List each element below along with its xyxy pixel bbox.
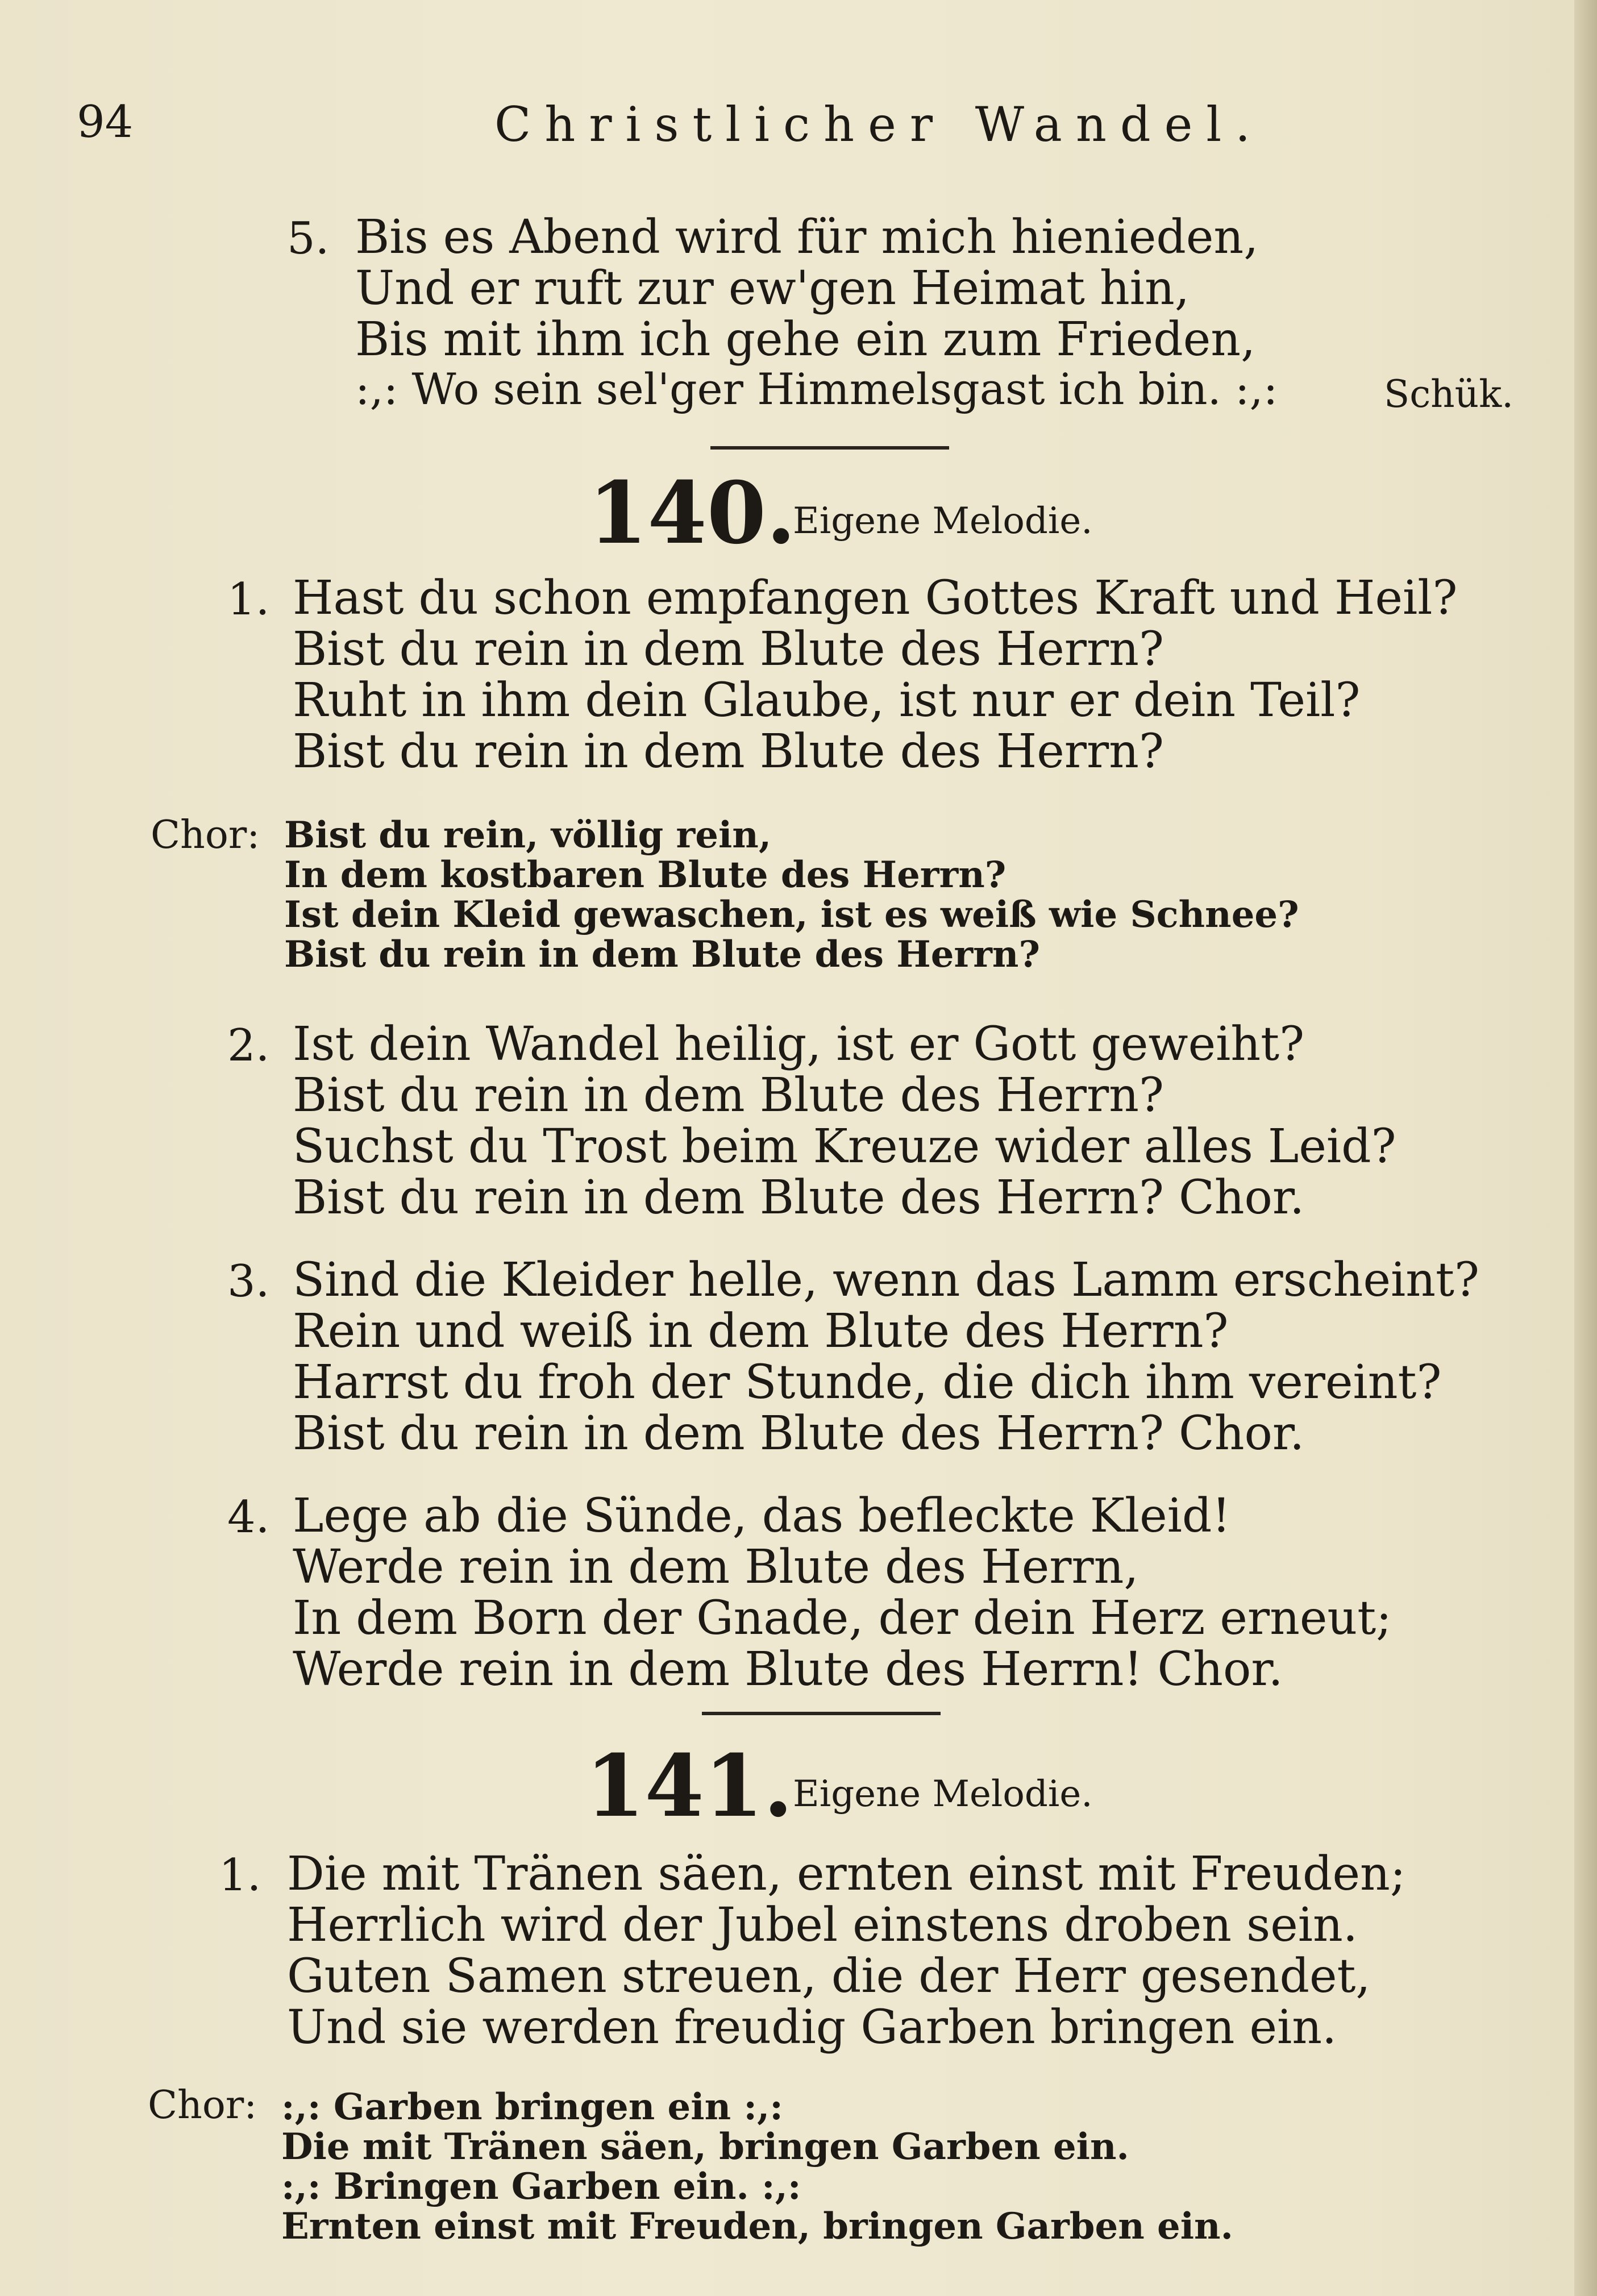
verse-line: Die mit Tränen säen, ernten einst mit Freuden; <box>287 1847 1406 1901</box>
verse-line: Bist du rein in dem Blute des Herrn? <box>293 1068 1164 1122</box>
chorus-line: :,: Bringen Garben ein. :,: <box>281 2165 801 2208</box>
verse-line: Ist dein Wandel heilig, ist er Gott geweiht? <box>293 1017 1305 1071</box>
verse-number: 1. <box>227 574 270 625</box>
author-credit: Schük. <box>1384 372 1514 416</box>
hymn-number: 141. <box>585 1736 793 1836</box>
verse-line: Werde rein in dem Blute des Herrn! Chor. <box>293 1642 1283 1696</box>
verse-line: Ruht in ihm dein Glaube, ist nur er dein Teil? <box>293 673 1361 727</box>
verse-line: Bist du rein in dem Blute des Herrn? <box>293 622 1164 676</box>
chorus-label: Chor: <box>151 813 260 858</box>
divider-rule <box>702 1712 941 1715</box>
chorus-label: Chor: <box>148 2083 257 2128</box>
verse-line: Harrst du froh der Stunde, die dich ihm vereint? <box>293 1355 1442 1409</box>
page-edge <box>1574 0 1597 2296</box>
verse-line: :,: Wo sein sel'ger Himmelsgast ich bin. :,: <box>355 364 1278 414</box>
chorus-line: Die mit Tränen säen, bringen Garben ein. <box>281 2126 1129 2168</box>
page-number: 94 <box>77 97 134 148</box>
verse-line: In dem Born der Gnade, der dein Herz erneut; <box>293 1591 1392 1645</box>
verse-line: Werde rein in dem Blute des Herrn, <box>293 1540 1139 1594</box>
verse-number: 3. <box>227 1256 270 1307</box>
chorus-line: :,: Garben bringen ein :,: <box>281 2086 783 2128</box>
chorus-line: Ernten einst mit Freuden, bringen Garben ein. <box>281 2205 1233 2248</box>
verse-line: Lege ab die Sünde, das befleckte Kleid! <box>293 1489 1231 1543</box>
verse-line: Sind die Kleider helle, wenn das Lamm erscheint? <box>293 1253 1479 1307</box>
verse-line: Rein und weiß in dem Blute des Herrn? <box>293 1304 1229 1358</box>
chorus-line: In dem kostbaren Blute des Herrn? <box>284 854 1007 896</box>
verse-line: Bis mit ihm ich gehe ein zum Frieden, <box>355 313 1256 367</box>
verse-number: 1. <box>219 1850 261 1901</box>
verse-line: Und er ruft zur ew'gen Heimat hin, <box>355 261 1190 315</box>
verse-line: Bist du rein in dem Blute des Herrn? <box>293 725 1164 779</box>
verse-line: Bist du rein in dem Blute des Herrn? Chor. <box>293 1407 1305 1461</box>
verse-line: Hast du schon empfangen Gottes Kraft und Heil? <box>293 571 1458 625</box>
verse-line: Suchst du Trost beim Kreuze wider alles Leid? <box>293 1120 1396 1174</box>
verse-line: Herrlich wird der Jubel einstens droben sein. <box>287 1898 1358 1952</box>
divider-rule <box>710 446 949 450</box>
verse-line: Guten Samen streuen, die der Herr gesendet, <box>287 1949 1371 2003</box>
verse-line: Bis es Abend wird für mich hienieden, <box>355 210 1259 264</box>
hymn-number: 140. <box>588 463 796 563</box>
chorus-line: Bist du rein in dem Blute des Herrn? <box>284 933 1040 976</box>
verse-number: 5. <box>287 213 330 264</box>
melody-note: Eigene Melodie. <box>793 500 1093 542</box>
page-title: Christlicher Wandel. <box>494 97 1264 152</box>
verse-number: 2. <box>227 1020 270 1071</box>
verse-line: Und sie werden freudig Garben bringen ein. <box>287 2000 1337 2054</box>
chorus-line: Bist du rein, völlig rein, <box>284 814 772 856</box>
verse-number: 4. <box>227 1492 270 1543</box>
melody-note: Eigene Melodie. <box>793 1773 1093 1815</box>
chorus-line: Ist dein Kleid gewaschen, ist es weiß wie Schnee? <box>284 893 1299 936</box>
verse-line: Bist du rein in dem Blute des Herrn? Chor. <box>293 1171 1305 1225</box>
